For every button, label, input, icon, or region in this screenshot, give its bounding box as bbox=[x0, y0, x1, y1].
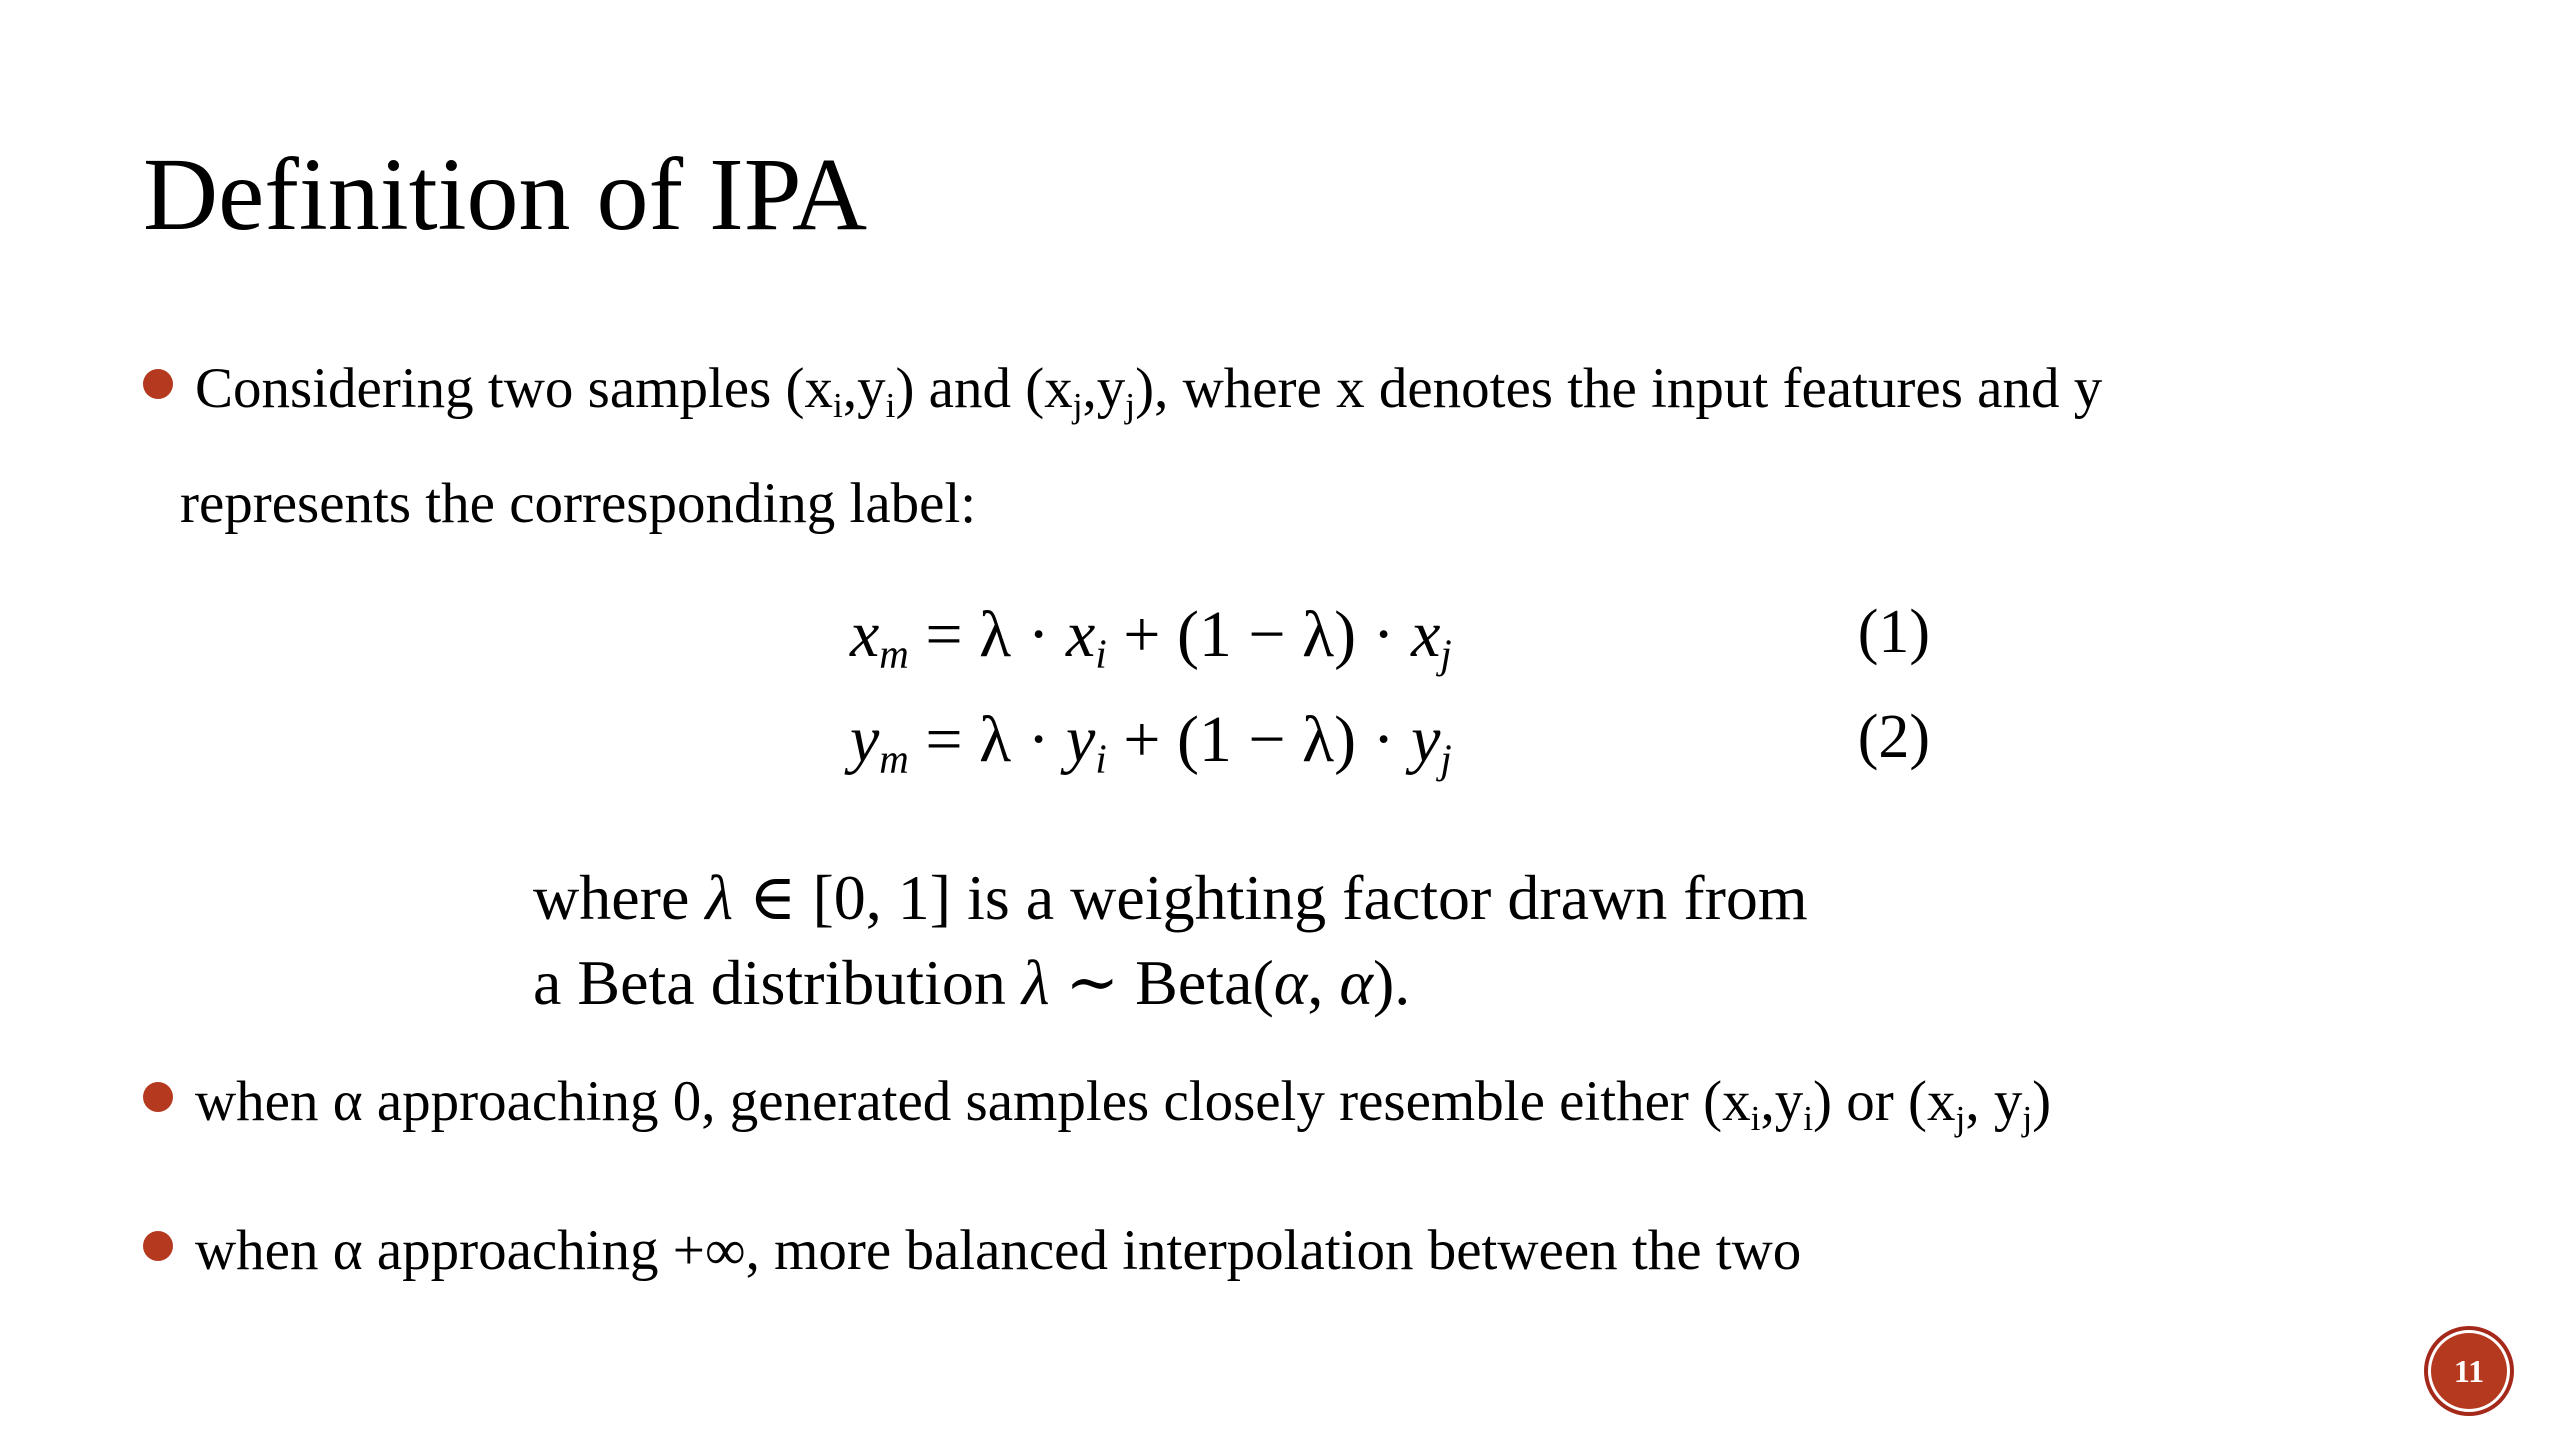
where-explanation bbox=[533, 855, 1808, 1025]
equation-1-body: $x_m = \lambda \cdot x_i + (1 - \lambda) \cdot x_j$ bbox=[850, 598, 1452, 677]
bullet-3-text: when α approaching +∞, more balanced interpolation between the two bbox=[195, 1219, 1802, 1282]
bullet-2 bbox=[143, 1068, 2051, 1136]
bullet-1-continuation: represents the corresponding label: bbox=[180, 472, 977, 535]
where-line-1: where λ ∈ [0, 1] is a weighting factor drawn from bbox=[533, 862, 1808, 933]
page-number-badge bbox=[2424, 1326, 2514, 1416]
bullet-dot-icon bbox=[143, 1082, 173, 1112]
equation-2 bbox=[850, 702, 1930, 792]
bullet-3 bbox=[143, 1217, 1801, 1285]
bullet-dot-icon bbox=[143, 1231, 173, 1261]
equation-1 bbox=[850, 597, 1930, 687]
slide-title: Definition of IPA bbox=[143, 137, 868, 252]
equation-1-number: (1) bbox=[1857, 598, 1930, 666]
bullet-1-text: Considering two samples $(x_i,y_i)$ and $(x_j,y_j)$, where x denotes the input features and y bbox=[195, 357, 2103, 425]
bullet-dot-icon bbox=[143, 369, 173, 399]
equation-2-number: (2) bbox=[1857, 703, 1930, 771]
bullet-1 bbox=[143, 355, 2102, 423]
page-number: 11 bbox=[2431, 1333, 2507, 1409]
equation-2-body: $y_m = \lambda \cdot y_i + (1 - \lambda) \cdot y_j$ bbox=[850, 703, 1452, 782]
bullet-2-text: when α approaching 0, generated samples closely resemble either $(x_i,y_i)$ or ($x_j$, $y_j$) bbox=[195, 1070, 2052, 1138]
where-line-2: a Beta distribution λ ∼ Beta(α, α). bbox=[533, 947, 1411, 1019]
